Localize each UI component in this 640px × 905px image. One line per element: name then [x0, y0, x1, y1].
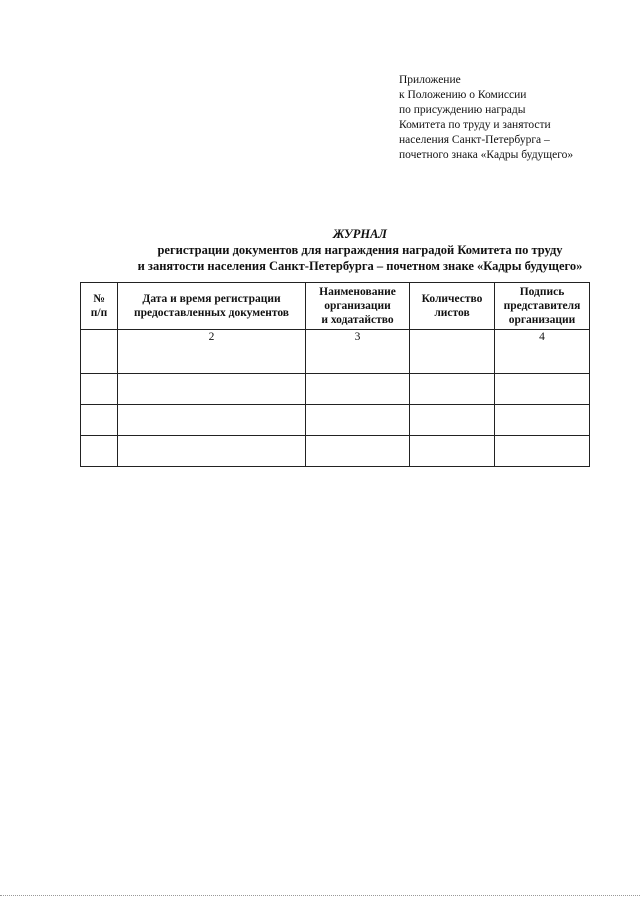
- table-cell: [410, 374, 495, 405]
- table-cell: [495, 374, 590, 405]
- header-organization-name: Наименование организации и ходатайство: [306, 283, 410, 330]
- table-cell: 4: [495, 330, 590, 374]
- appendix-line: почетного знака «Кадры будущего»: [399, 149, 574, 161]
- table-cell: [410, 405, 495, 436]
- header-sheet-count: Количество листов: [410, 283, 495, 330]
- table-row: [81, 374, 590, 405]
- appendix-line: по присуждению награды: [399, 104, 526, 116]
- table-row: [81, 405, 590, 436]
- table-cell: [306, 374, 410, 405]
- header-number: № п/п: [81, 283, 118, 330]
- table-cell: [410, 330, 495, 374]
- table-cell: [118, 436, 306, 467]
- table-cell: [410, 436, 495, 467]
- appendix-line: Комитета по труду и занятости: [399, 119, 551, 131]
- appendix-line: к Положению о Комиссии: [399, 89, 527, 101]
- appendix-line: Приложение: [399, 74, 461, 86]
- header-representative-signature: Подпись представителя организации: [495, 283, 590, 330]
- table-cell: [495, 436, 590, 467]
- header-registration-date: Дата и время регистрации предоставленных документов: [118, 283, 306, 330]
- document-subtitle-line: и занятости населения Санкт-Петербурга – почетном знаке «Кадры будущего»: [137, 259, 583, 273]
- document-title: ЖУРНАЛ: [332, 227, 388, 241]
- table-cell: 3: [306, 330, 410, 374]
- table-row: [81, 436, 590, 467]
- table-cell: [81, 405, 118, 436]
- table-cell: [306, 405, 410, 436]
- table-header-row: [81, 283, 590, 330]
- table-cell: [81, 436, 118, 467]
- table-cell: [306, 436, 410, 467]
- document-heading: [60, 226, 640, 274]
- journal-table: [80, 282, 590, 467]
- table-cell: [118, 405, 306, 436]
- table-cell: [495, 405, 590, 436]
- table-numbering-row: [81, 330, 590, 374]
- appendix-note: [399, 73, 629, 163]
- appendix-line: населения Санкт-Петербурга –: [399, 134, 550, 146]
- document-subtitle-line: регистрации документов для награждения наградой Комитета по труду: [157, 243, 563, 257]
- table-cell: [118, 374, 306, 405]
- scan-edge-line: [0, 895, 640, 896]
- table-cell: 2: [118, 330, 306, 374]
- table-cell: [81, 330, 118, 374]
- table-cell: [81, 374, 118, 405]
